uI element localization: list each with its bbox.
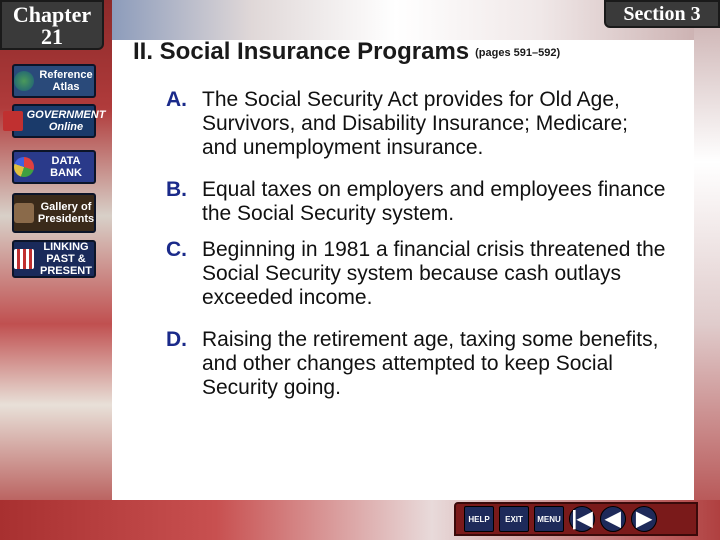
- flag-frame-right: [694, 0, 720, 540]
- list-item: [166, 178, 666, 226]
- linking-past-present-label: LINKING PAST & PRESENT: [40, 241, 92, 277]
- reference-atlas-label: Reference Atlas: [39, 69, 93, 93]
- linking-past-present-button[interactable]: [12, 240, 96, 278]
- gallery-of-presidents-label: Gallery of Presidents: [37, 201, 95, 225]
- pie-chart-icon: [14, 157, 34, 177]
- item-label: D.: [166, 328, 187, 351]
- item-label: C.: [166, 238, 187, 261]
- exit-button[interactable]: EXIT: [499, 506, 529, 532]
- section-badge: Section 3: [604, 0, 720, 28]
- data-bank-button[interactable]: [12, 150, 96, 184]
- globe-icon: [14, 71, 34, 91]
- title-text: II. Social Insurance Programs: [133, 38, 470, 65]
- gallery-of-presidents-button[interactable]: [12, 193, 96, 233]
- back-arrow-icon[interactable]: ◀: [600, 506, 626, 532]
- navigation-bar: [454, 502, 698, 536]
- list-item: [166, 328, 666, 400]
- item-text: Equal taxes on employers and employees finance the Social Security system.: [202, 178, 666, 225]
- menu-button[interactable]: MENU: [534, 506, 564, 532]
- data-bank-label: DATA BANK: [50, 155, 82, 179]
- forward-arrow-icon[interactable]: ▶: [631, 506, 657, 532]
- portrait-icon: [14, 203, 34, 223]
- item-text: Beginning in 1981 a financial crisis threatened the Social Security system because cash outlays exceeded income.: [202, 238, 666, 309]
- chapter-number: 21: [41, 24, 63, 49]
- government-online-button[interactable]: [12, 104, 106, 138]
- first-page-icon[interactable]: |◀: [569, 506, 595, 532]
- government-online-label: GOVERNMENT Online: [26, 109, 106, 133]
- list-item: [166, 238, 666, 310]
- item-text: The Social Security Act provides for Old Age, Survivors, and Disability Insurance; Medicare; and unemployment insurance.: [202, 88, 629, 159]
- item-label: A.: [166, 88, 187, 111]
- page-title: [133, 38, 560, 66]
- flag-icon: [3, 111, 23, 131]
- reference-atlas-button[interactable]: [12, 64, 96, 98]
- chapter-word: Chapter: [12, 2, 92, 27]
- list-item: [166, 88, 666, 160]
- help-button[interactable]: HELP: [464, 506, 494, 532]
- stripes-icon: [14, 249, 34, 269]
- chapter-badge: [0, 0, 104, 50]
- item-label: B.: [166, 178, 187, 201]
- item-text: Raising the retirement age, taxing some benefits, and other changes attempted to keep Social Security going.: [202, 328, 659, 399]
- page-reference: (pages 591–592): [475, 46, 561, 59]
